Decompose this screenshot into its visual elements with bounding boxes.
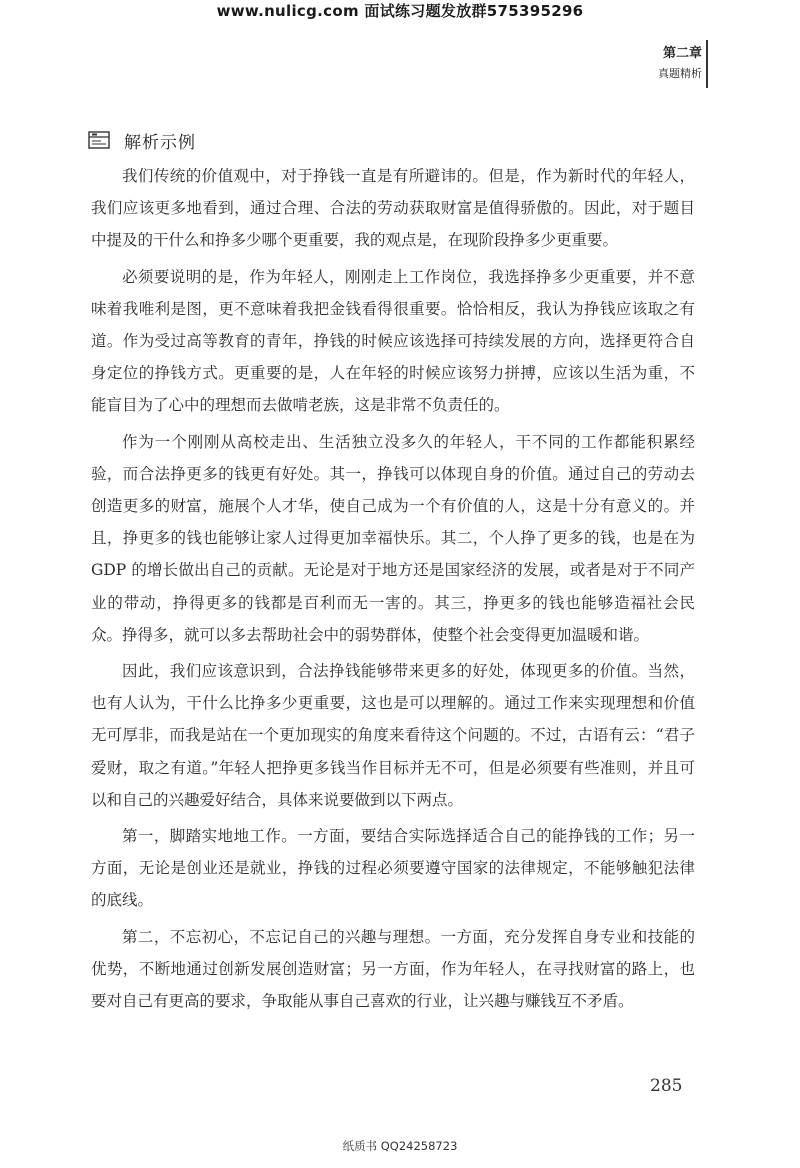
section-heading (88, 126, 196, 154)
running-head (658, 44, 702, 84)
chapter-label: 第二章 (662, 46, 702, 61)
paragraph: 因此，我们应该意识到，合法挣钱能够带来更多的好处，体现更多的价值。当然，也有人认为，干什么比挣多少更重要，这也是可以理解的。通过工作来实现理想和价值无可厚非，而我是站在一个更加现实的角度来看待这个问题的。不过，古语有云：“君子爱财，取之有道。”年轻人把挣更多钱当作目标并无不可，但是必须要有些准则，并且可以和自己的兴趣爱好结合，具体来说要做到以下两点。 (91, 662, 695, 809)
watermark-top: www.nulicg.com 面试练习题发放群575395296 (216, 2, 584, 20)
paragraph: 我们传统的价值观中，对于挣钱一直是有所避讳的。但是，作为新时代的年轻人，我们应该更多地看到，通过合理、合法的劳动获取财富是值得骄傲的。因此，对于题目中提及的干什么和挣多少哪个更重要，我的观点是，在现阶段挣多少更重要。 (91, 167, 695, 250)
paragraph: 作为一个刚刚从高校走出、生活独立没多久的年轻人，干不同的工作都能积累经验，而合法挣更多的钱更有好处。其一，挣钱可以体现自身的价值。通过自己的劳动去创造更多的财富，施展个人才华，使自己成为一个有价值的人，这是十分有意义的。并且，挣更多的钱也能够让家人过得更加幸福快乐。其二，个人挣了更多的钱，也是在为 GDP 的增长做出自己的贡献。无论是对于地方还是国家经济的发展，或者是对于不同产业的带动，挣得更多的钱都是百利而无一害的。其三，挣更多的钱也能够造福社会民众。挣得多，就可以多去帮助社会中的弱势群体，使整个社会变得更加温暖和谐。 (91, 432, 695, 644)
paragraph: 第二，不忘初心，不忘记自己的兴趣与理想。一方面，充分发挥自身专业和技能的优势，不断地通过创新发展创造财富；另一方面，作为年轻人，在寻找财富的路上，也要对自己有更高的要求，争取能从事自己喜欢的行业，让兴趣与赚钱互不矛盾。 (91, 927, 695, 1011)
page-number: 285 (650, 1076, 683, 1096)
chapter-subtitle: 真题精析 (658, 67, 702, 80)
article-body (91, 160, 695, 1021)
watermark-bottom: 纸质书 QQ24258723 (342, 1139, 458, 1153)
paragraph: 必须要说明的是，作为年轻人，刚刚走上工作岗位，我选择挣多少更重要，并不意味着我唯利是图，更不意味着我把金钱看得很重要。恰恰相反，我认为挣钱应该取之有道。作为受过高等教育的青年，挣钱的时候应该选择可持续发展的方向，选择更符合自身定位的挣钱方式。更重要的是，人在年轻的时候应该努力拼搏，应该以生活为重，不能盲目为了心中的理想而去做啃老族，这是非常不负责任的。 (91, 267, 695, 415)
header-divider (706, 40, 708, 88)
paragraph: 第一，脚踏实地地工作。一方面，要结合实际选择适合自己的能挣钱的工作；另一方面，无论是创业还是就业，挣钱的过程必须要遵守国家的法律规定，不能够触犯法律的底线。 (91, 827, 695, 910)
section-title: 解析示例 (124, 132, 196, 153)
document-icon (88, 131, 110, 149)
